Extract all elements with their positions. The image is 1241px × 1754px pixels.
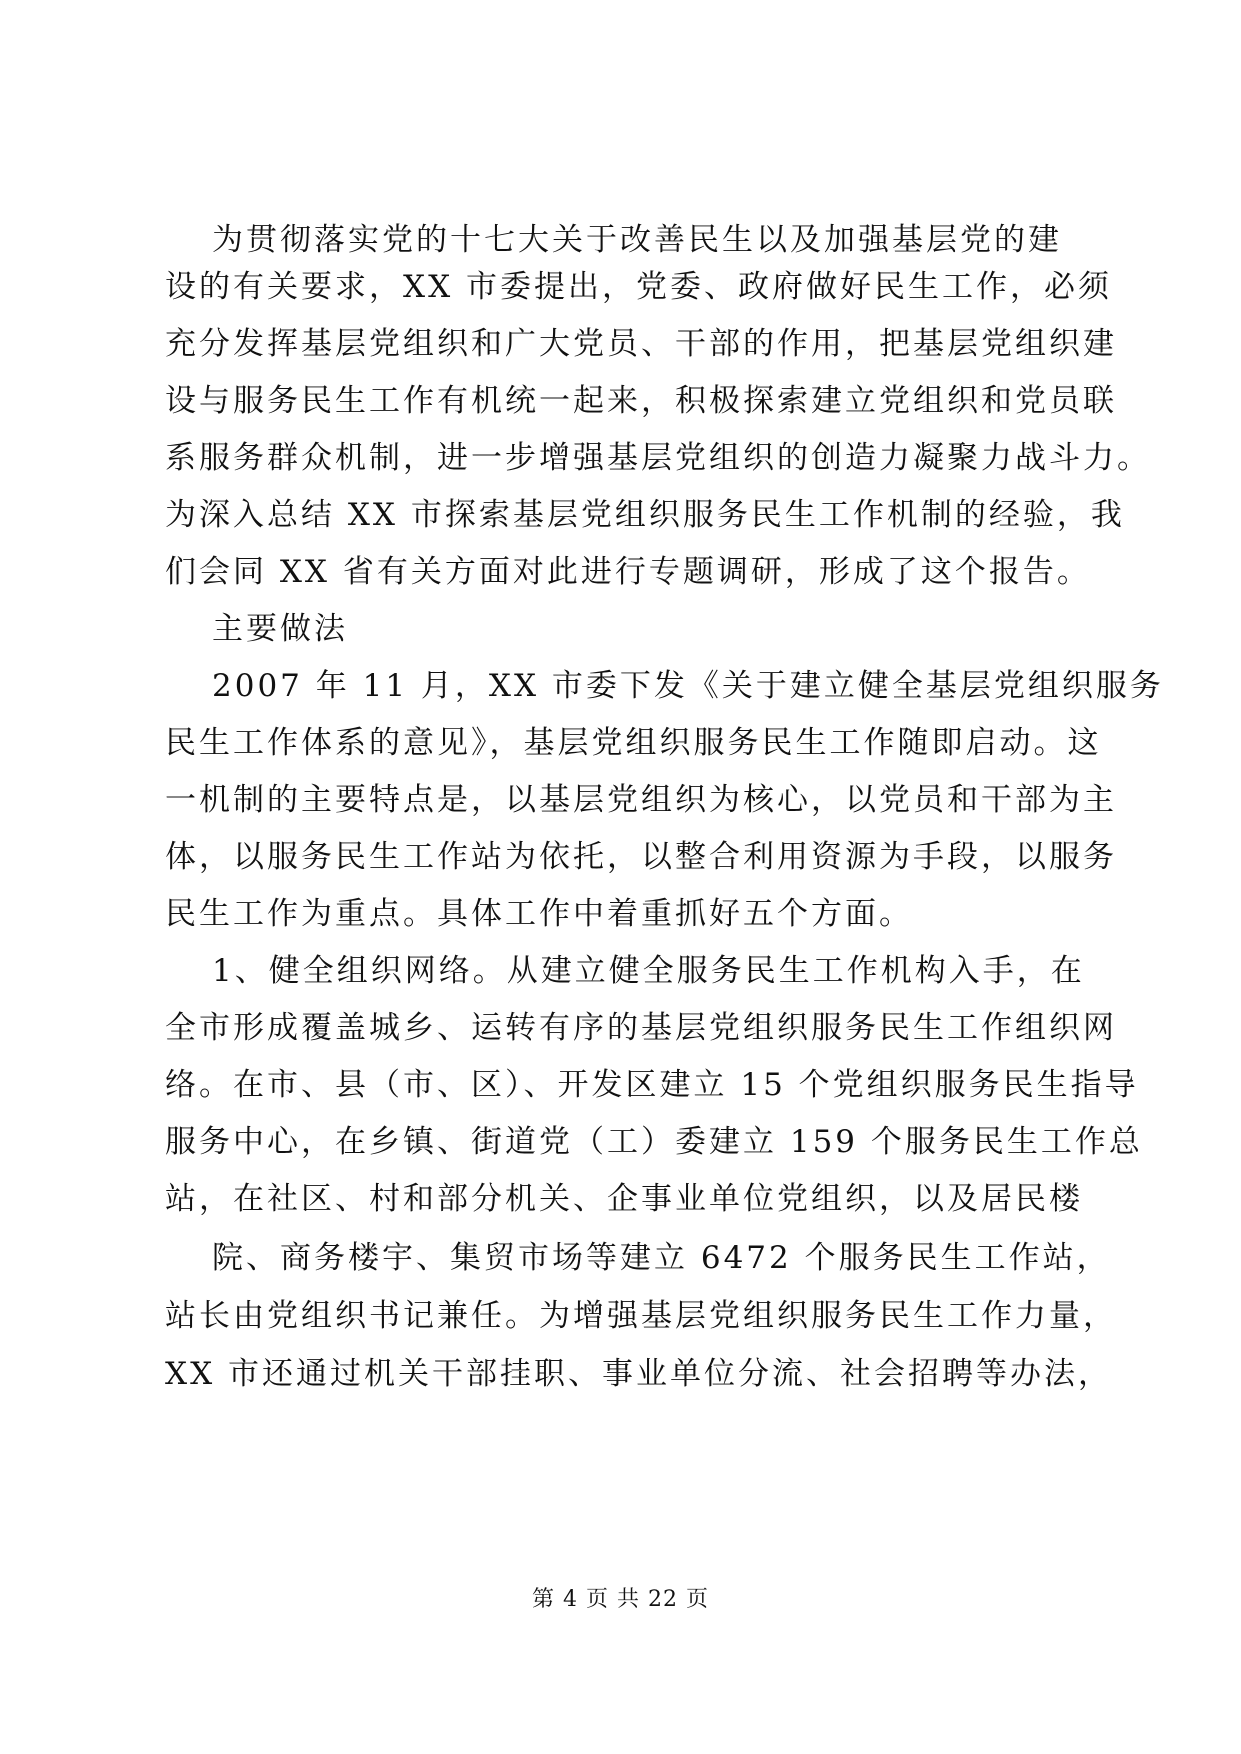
paragraph-line: 站，在社区、村和部分机关、企事业单位党组织，以及居民楼 xyxy=(165,1181,1083,1217)
paragraph-line: 服务中心，在乡镇、街道党（工）委建立 159 个服务民生工作总 xyxy=(165,1124,1143,1160)
paragraph-line: 体，以服务民生工作站为依托，以整合利用资源为手段，以服务 xyxy=(165,839,1117,875)
paragraph-line: 系服务群众机制，进一步增强基层党组织的创造力凝聚力战斗力。 xyxy=(165,440,1151,476)
paragraph-line: 民生工作为重点。具体工作中着重抓好五个方面。 xyxy=(165,896,913,932)
paragraph-line: 们会同 XX 省有关方面对此进行专题调研，形成了这个报告。 xyxy=(165,554,1091,590)
paragraph-line: 设的有关要求，XX 市委提出，党委、政府做好民生工作，必须 xyxy=(165,269,1112,305)
page-number-footer: 第 4 页 共 22 页 xyxy=(532,1587,709,1612)
paragraph-line: 全市形成覆盖城乡、运转有序的基层党组织服务民生工作组织网 xyxy=(165,1010,1117,1046)
paragraph-line: XX 市还通过机关干部挂职、事业单位分流、社会招聘等办法， xyxy=(165,1356,1112,1392)
section-heading: 主要做法 xyxy=(212,611,348,647)
paragraph-line: 为深入总结 XX 市探索基层党组织服务民生工作机制的经验，我 xyxy=(165,497,1125,533)
paragraph-line: 为贯彻落实党的十七大关于改善民生以及加强基层党的建 xyxy=(212,222,1062,258)
paragraph-line: 院、商务楼宇、集贸市场等建立 6472 个服务民生工作站， xyxy=(212,1240,1111,1276)
paragraph-line: 设与服务民生工作有机统一起来，积极探索建立党组织和党员联 xyxy=(165,383,1117,419)
paragraph-line: 民生工作体系的意见》，基层党组织服务民生工作随即启动。这 xyxy=(165,725,1102,761)
paragraph-line: 一机制的主要特点是，以基层党组织为核心，以党员和干部为主 xyxy=(165,782,1117,818)
paragraph-line: 2007 年 11 月，XX 市委下发《关于建立健全基层党组织服务 xyxy=(212,668,1164,704)
paragraph-line: 充分发挥基层党组织和广大党员、干部的作用，把基层党组织建 xyxy=(165,326,1117,362)
paragraph-line: 1、健全组织网络。从建立健全服务民生工作机构入手，在 xyxy=(212,953,1085,989)
paragraph-line: 站长由党组织书记兼任。为增强基层党组织服务民生工作力量， xyxy=(165,1298,1117,1334)
paragraph-line: 络。在市、县（市、区）、开发区建立 15 个党组织服务民生指导 xyxy=(165,1067,1139,1103)
